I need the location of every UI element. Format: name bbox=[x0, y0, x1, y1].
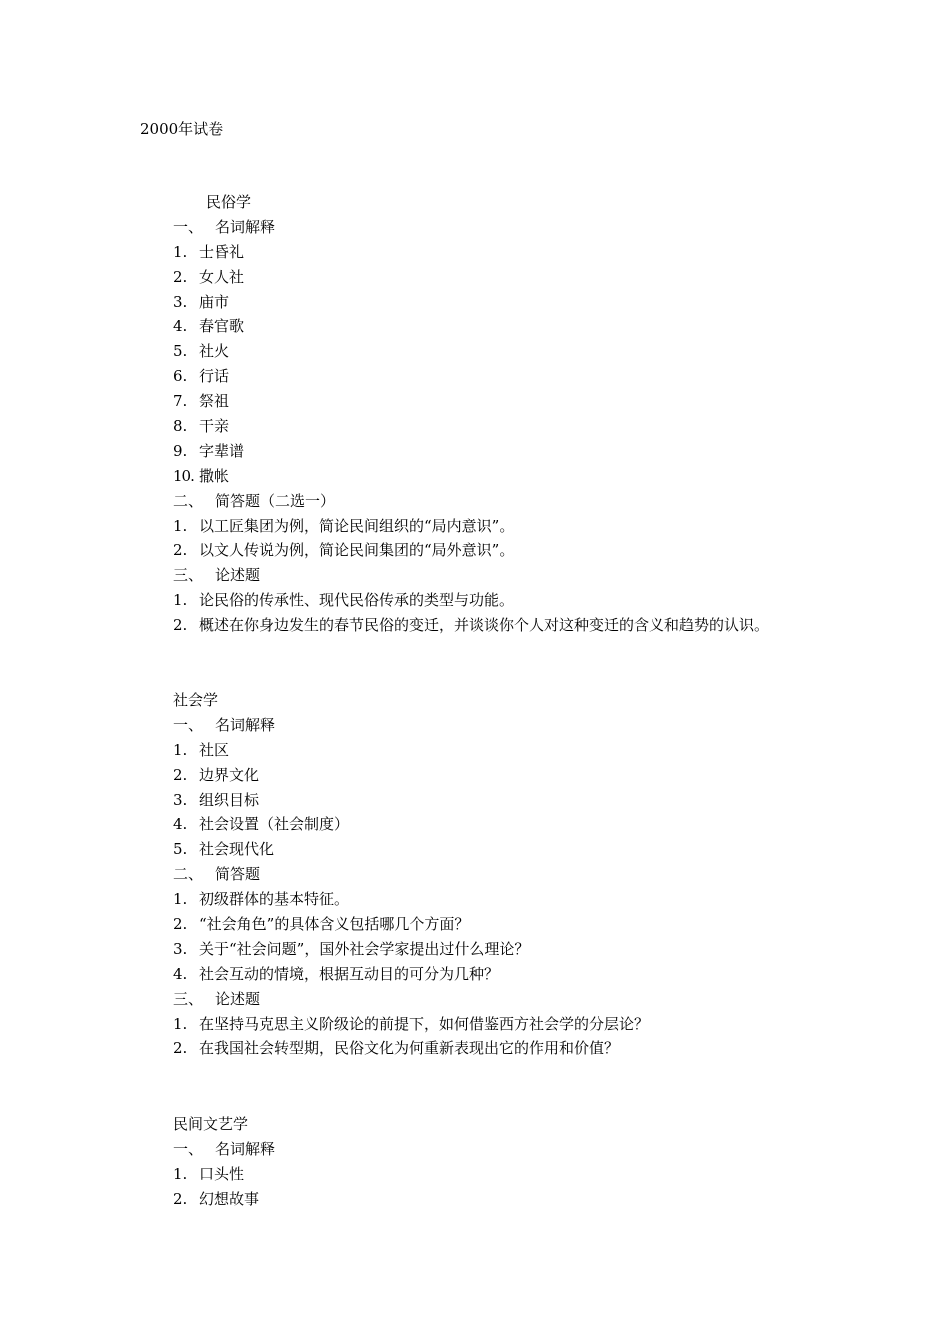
list-item bbox=[173, 364, 769, 389]
item-text: “社会角色”的具体含义包括哪几个方面？ bbox=[199, 915, 470, 934]
section-title: 民俗学 bbox=[206, 193, 252, 211]
part-number: 三、 bbox=[173, 989, 204, 1008]
list-item bbox=[173, 265, 769, 290]
part-number: 一、 bbox=[173, 217, 204, 236]
item-number: 3. bbox=[173, 790, 188, 809]
part-heading bbox=[173, 563, 769, 588]
item-text: 初级群体的基本特征。 bbox=[199, 890, 350, 909]
list-item bbox=[173, 389, 769, 414]
list-item bbox=[173, 464, 769, 489]
item-text: 庙市 bbox=[199, 292, 230, 311]
item-text: 社会设置（社会制度） bbox=[199, 815, 350, 834]
item-number: 2. bbox=[173, 765, 188, 784]
list-item bbox=[173, 912, 649, 937]
item-text: 撒帐 bbox=[199, 466, 230, 485]
list-item bbox=[173, 887, 649, 912]
list-item bbox=[173, 1162, 275, 1187]
list-item bbox=[173, 339, 769, 364]
item-number: 2. bbox=[173, 1189, 188, 1208]
item-number: 3. bbox=[173, 292, 188, 311]
section-3 bbox=[173, 1112, 275, 1212]
list-item bbox=[173, 962, 649, 987]
item-number: 1. bbox=[173, 591, 188, 610]
item-text: 春官歌 bbox=[199, 317, 245, 336]
part-heading-text: 名词解释 bbox=[215, 217, 276, 236]
item-text: 组织目标 bbox=[199, 790, 260, 809]
item-text: 字辈谱 bbox=[199, 441, 245, 460]
item-number: 1. bbox=[173, 890, 188, 909]
item-number: 1. bbox=[173, 740, 188, 759]
item-number: 6. bbox=[173, 367, 188, 386]
item-text: 论民俗的传承性、现代民俗传承的类型与功能。 bbox=[199, 591, 515, 610]
item-text: 以工匠集团为例，简论民间组织的“局内意识”。 bbox=[199, 516, 515, 535]
item-number: 10. bbox=[173, 466, 194, 485]
list-item bbox=[173, 414, 769, 439]
item-number: 9. bbox=[173, 441, 188, 460]
part-heading bbox=[173, 489, 769, 514]
part-number: 二、 bbox=[173, 865, 204, 884]
part-number: 一、 bbox=[173, 1139, 204, 1158]
item-number: 2. bbox=[173, 616, 188, 635]
part-heading-text: 简答题（二选一） bbox=[215, 491, 336, 510]
list-item bbox=[173, 613, 769, 638]
part-number: 二、 bbox=[173, 491, 204, 510]
item-text: 行话 bbox=[199, 367, 230, 386]
part-heading bbox=[173, 215, 769, 240]
part-heading-text: 简答题 bbox=[215, 865, 261, 884]
list-item bbox=[173, 588, 769, 613]
section-title: 民间文艺学 bbox=[173, 1115, 249, 1133]
item-text: 社区 bbox=[199, 740, 230, 759]
item-text: 干亲 bbox=[199, 417, 230, 436]
item-text: 女人社 bbox=[199, 267, 245, 286]
item-text: 祭祖 bbox=[199, 392, 230, 411]
item-number: 4. bbox=[173, 815, 188, 834]
list-item bbox=[173, 788, 649, 813]
item-text: 在我国社会转型期，民俗文化为何重新表现出它的作用和价值？ bbox=[199, 1039, 620, 1058]
document-title: 2000年试卷 bbox=[140, 120, 224, 138]
part-heading-text: 论述题 bbox=[215, 566, 261, 585]
part-heading bbox=[173, 862, 649, 887]
part-number: 一、 bbox=[173, 715, 204, 734]
item-number: 8. bbox=[173, 417, 188, 436]
item-number: 7. bbox=[173, 392, 188, 411]
item-text: 社会互动的情境，根据互动目的可分为几种？ bbox=[199, 964, 500, 983]
list-item bbox=[173, 1036, 649, 1061]
item-number: 5. bbox=[173, 840, 188, 859]
part-heading bbox=[173, 713, 649, 738]
list-item bbox=[173, 1187, 275, 1212]
item-number: 1. bbox=[173, 1164, 188, 1183]
item-number: 4. bbox=[173, 317, 188, 336]
item-number: 2. bbox=[173, 267, 188, 286]
part-number: 三、 bbox=[173, 566, 204, 585]
list-item bbox=[173, 439, 769, 464]
section-2 bbox=[173, 688, 649, 1061]
part-heading bbox=[173, 1137, 275, 1162]
item-number: 1. bbox=[173, 242, 188, 261]
list-item bbox=[173, 738, 649, 763]
item-text: 以文人传说为例，简论民间集团的“局外意识”。 bbox=[199, 541, 515, 560]
part-heading-text: 名词解释 bbox=[215, 715, 276, 734]
item-number: 5. bbox=[173, 342, 188, 361]
item-text: 关于“社会问题”，国外社会学家提出过什么理论？ bbox=[199, 939, 530, 958]
list-item bbox=[173, 314, 769, 339]
list-item bbox=[173, 837, 649, 862]
item-text: 士昏礼 bbox=[199, 242, 245, 261]
list-item bbox=[173, 514, 769, 539]
item-text: 在坚持马克思主义阶级论的前提下，如何借鉴西方社会学的分层论？ bbox=[199, 1014, 650, 1033]
list-item bbox=[173, 763, 649, 788]
item-text: 边界文化 bbox=[199, 765, 260, 784]
list-item bbox=[173, 290, 769, 315]
item-number: 1. bbox=[173, 516, 188, 535]
section-1 bbox=[173, 190, 769, 638]
item-number: 2. bbox=[173, 1039, 188, 1058]
item-text: 口头性 bbox=[199, 1164, 245, 1183]
item-number: 2. bbox=[173, 915, 188, 934]
list-item bbox=[173, 937, 649, 962]
part-heading-text: 名词解释 bbox=[215, 1139, 276, 1158]
list-item bbox=[173, 240, 769, 265]
part-heading-text: 论述题 bbox=[215, 989, 261, 1008]
list-item bbox=[173, 538, 769, 563]
item-text: 概述在你身边发生的春节民俗的变迁，并谈谈你个人对这种变迁的含义和趋势的认识。 bbox=[199, 616, 770, 635]
part-heading bbox=[173, 987, 649, 1012]
item-number: 4. bbox=[173, 964, 188, 983]
item-text: 幻想故事 bbox=[199, 1189, 260, 1208]
item-number: 3. bbox=[173, 939, 188, 958]
item-number: 1. bbox=[173, 1014, 188, 1033]
item-text: 社火 bbox=[199, 342, 230, 361]
item-number: 2. bbox=[173, 541, 188, 560]
item-text: 社会现代化 bbox=[199, 840, 275, 859]
list-item bbox=[173, 1012, 649, 1037]
section-title: 社会学 bbox=[173, 691, 219, 709]
list-item bbox=[173, 812, 649, 837]
